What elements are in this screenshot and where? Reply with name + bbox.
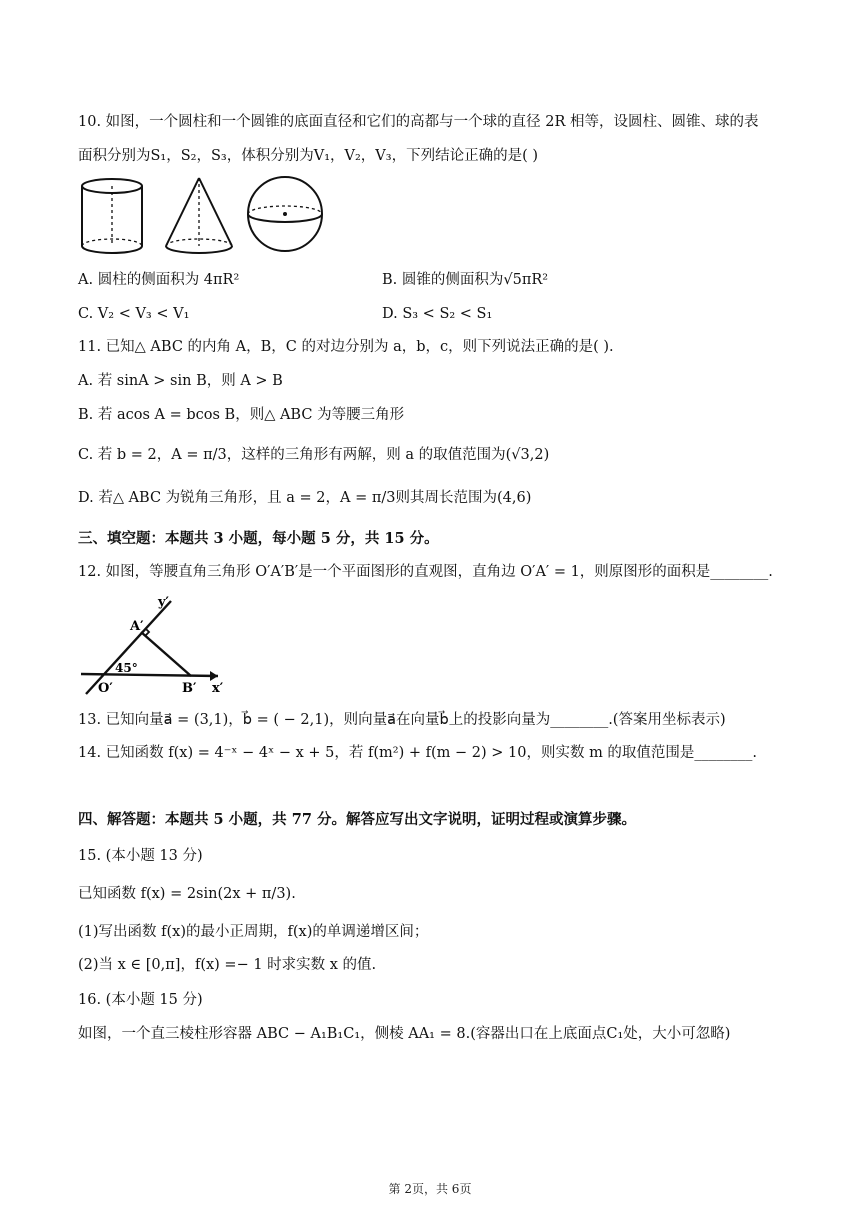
label-b-prime: B′ [182, 681, 197, 696]
q10-stem-line2: 面积分别为S₁，S₂，S₃，体积分别为V₁，V₂，V₃，下列结论正确的是( ) [78, 148, 539, 164]
q10-option-c: C. V₂ < V₃ < V₁ [78, 306, 190, 322]
q10-solids-figure [76, 176, 326, 258]
q16-heading: 16. (本小题 15 分) [78, 992, 203, 1008]
sphere-figure [248, 177, 322, 251]
label-y-prime: y′ [158, 595, 169, 610]
label-a-prime: A′ [130, 619, 144, 634]
q15-part-2: (2)当 x ∈ [0,π]，f(x) =− 1 时求实数 x 的值. [78, 957, 377, 973]
label-o-prime: O′ [98, 681, 113, 696]
label-45-degrees: 45° [115, 661, 138, 675]
q11-stem: 11. 已知△ ABC 的内角 A，B，C 的对边分别为 a，b，c，则下列说法正确的是( ). [78, 339, 614, 355]
q10-option-d: D. S₃ < S₂ < S₁ [382, 306, 493, 322]
section-3-heading: 三、填空题：本题共 3 小题，每小题 5 分，共 15 分。 [78, 530, 439, 547]
q10-stem-line1: 10. 如图，一个圆柱和一个圆锥的底面直径和它们的高都与一个球的直径 2R 相等，设圆柱、圆锥、球的表 [78, 114, 759, 130]
q11-option-d: D. 若△ ABC 为锐角三角形，且 a = 2，A = π/3则其周长范围为(4,6) [78, 490, 532, 506]
q15-part-1: (1)写出函数 f(x)的最小正周期，f(x)的单调递增区间； [78, 924, 429, 940]
q10-option-a: A. 圆柱的侧面积为 4πR² [78, 272, 240, 288]
cylinder-figure [82, 179, 142, 253]
label-x-prime: x′ [212, 681, 224, 696]
q16-stem: 如图，一个直三棱柱形容器 ABC − A₁B₁C₁，侧棱 AA₁ = 8.(容器出口在上底面点C₁处，大小可忽略) [78, 1026, 731, 1042]
section-4-heading: 四、解答题：本题共 5 小题，共 77 分。解答应写出文字说明，证明过程或演算步骤。 [78, 811, 636, 828]
q12-stem: 12. 如图，等腰直角三角形 O′A′B′是一个平面图形的直观图，直角边 O′A′ = 1，则原图形的面积是________. [78, 564, 773, 580]
q10-option-b: B. 圆锥的侧面积为√5πR² [382, 272, 549, 288]
q15-given: 已知函数 f(x) = 2sin(2x + π/3). [78, 886, 296, 902]
cone-figure [166, 178, 232, 253]
q13-stem: 13. 已知向量a⃗ = (3,1)，b⃗ = ( − 2,1)，则向量a⃗在向量b⃗上的投影向量为________.(答案用坐标表示) [78, 712, 726, 728]
q12-axes-figure [78, 592, 228, 696]
segment-a-b [141, 632, 191, 676]
q11-option-c: C. 若 b = 2，A = π/3，这样的三角形有两解，则 a 的取值范围为(√3,2) [78, 447, 550, 463]
q14-stem: 14. 已知函数 f(x) = 4⁻ˣ − 4ˣ − x + 5，若 f(m²) + f(m − 2) > 10，则实数 m 的取值范围是________. [78, 745, 758, 761]
q11-option-a: A. 若 sinA > sin B，则 A > B [78, 373, 283, 389]
q15-heading: 15. (本小题 13 分) [78, 848, 203, 864]
page-footer: 第 2页，共 6页 [388, 1182, 472, 1196]
q11-option-b: B. 若 acos A = bcos B，则△ ABC 为等腰三角形 [78, 407, 405, 423]
